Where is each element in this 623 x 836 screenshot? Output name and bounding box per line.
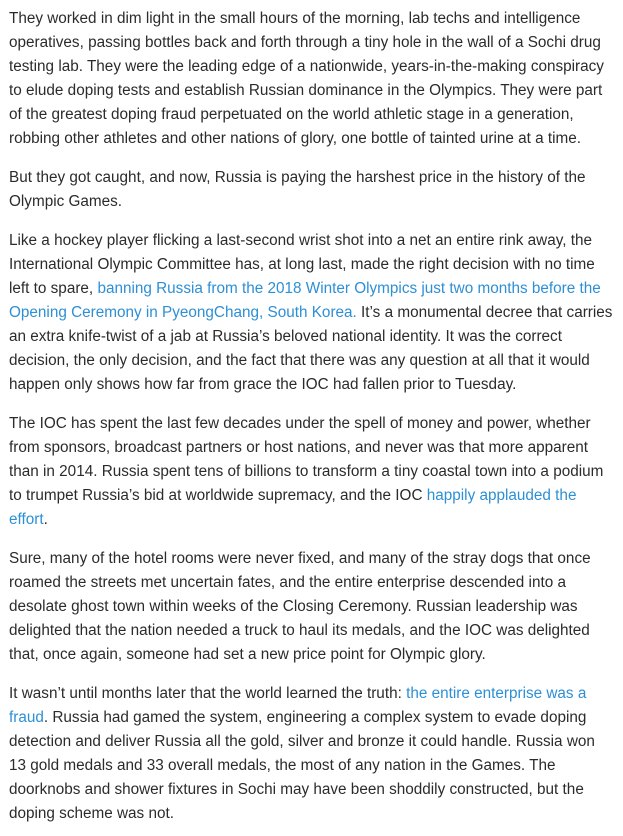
paragraph-3-text-before: Like a hockey player flicking a last-second wrist shot into a net an entire rink away, the International Olympic Committee has, at long last, made the right decision with no time left to spare, [9, 232, 595, 297]
paragraph-4 [9, 412, 613, 532]
paragraph-6-text-after: . Russia had gamed the system, engineering a complex system to evade doping detection and deliver Russia all the gold, silver and bronze it could handle. Russia won 13 gold medals and 33 overall medals, the most of any nation in the Games. The doorknobs and shower fixtures in Sochi may have been shoddily constructed, but the doping scheme was not. [9, 709, 595, 822]
paragraph-6 [9, 682, 613, 826]
paragraph-3 [9, 229, 613, 397]
paragraph-2: But they got caught, and now, Russia is paying the harshest price in the history of the Olympic Games. [9, 169, 586, 210]
paragraph-1: They worked in dim light in the small hours of the morning, lab techs and intelligence operatives, passing bottles back and forth through a tiny hole in the wall of a Sochi drug testing lab. They were the leading edge of a nationwide, years-in-the-making conspiracy to elude doping tests and establish Russian dominance in the Olympics. They were part of the greatest doping fraud perpetuated on the world athletic stage in a generation, robbing other athletes and other nations of glory, one bottle of tainted urine at a time. [9, 10, 604, 147]
paragraph-4-text-after: . [43, 511, 48, 528]
link-happily-applauded[interactable]: happily applauded the effort [9, 487, 577, 528]
paragraph-4-text-before: The IOC has spent the last few decades under the spell of money and power, whether from sponsors, broadcast partners or host nations, and never was that more apparent than in 2014. Russia spent tens of billions to transform a tiny coastal town into a podium to trumpet Russia’s bid at worldwide supremacy, and the IOC [9, 415, 604, 504]
link-banning-russia[interactable]: banning Russia from the 2018 Winter Olympics just two months before the Opening Ceremony in PyeongChang, South Korea. [9, 280, 601, 321]
paragraph-5: Sure, many of the hotel rooms were never fixed, and many of the stray dogs that once roamed the streets met uncertain fates, and the entire enterprise descended into a desolate ghost town within weeks of the Closing Ceremony. Russian leadership was delighted that the nation needed a truck to haul its medals, and the IOC was delighted that, once again, someone had set a new price point for Olympic glory. [9, 550, 591, 663]
link-enterprise-fraud[interactable]: the entire enterprise was a fraud [9, 685, 587, 726]
paragraph-6-text-before: It wasn’t until months later that the world learned the truth: [9, 685, 407, 702]
paragraph-3-text-after: It’s a monumental decree that carries an extra knife-twist of a jab at Russia’s beloved national identity. It was the correct decision, the only decision, and the fact that there was any question at all that it would happen only shows how far from grace the IOC had fallen prior to Tuesday. [9, 304, 613, 393]
